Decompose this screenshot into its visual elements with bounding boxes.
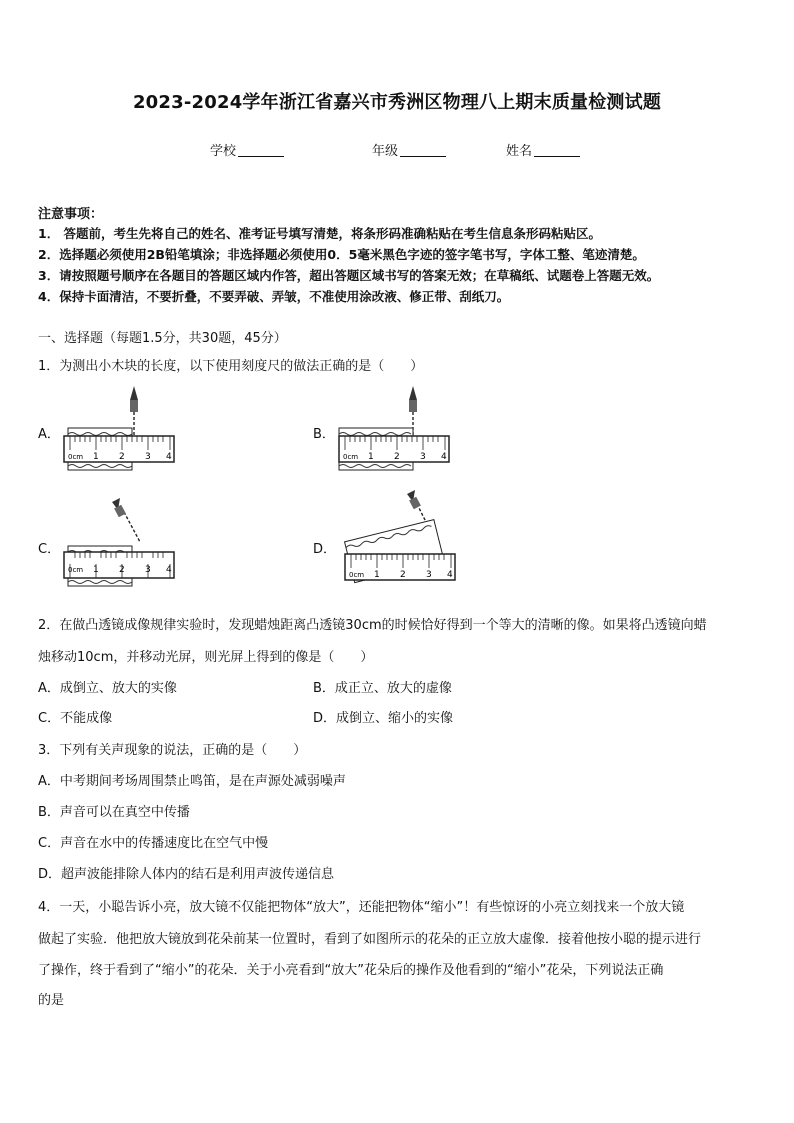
section-heading: 一、选择题（每题1.5分，共30题，45分） [38, 331, 287, 346]
question-2-option-b: B．成正立、放大的虚像 [313, 681, 452, 696]
question-2-option-c: C．不能成像 [38, 711, 113, 726]
ruler-unit: 0cm [343, 453, 359, 461]
question-4-line: 做起了实验．他把放大镜放到花朵前某一位置时，看到了如图所示的花朵的正立放大虚像．接着他按小聪的提示进行 [38, 932, 702, 947]
notes-heading: 注意事项： [38, 207, 104, 222]
figure-label-b: B． [313, 427, 335, 442]
question-3-option-a: A．中考期间考场周围禁止鸣笛，是在声源处减弱噪声 [38, 774, 346, 789]
exam-title: 2023-2024学年浙江省嘉兴市秀洲区物理八上期末质量检测试题 [132, 92, 662, 113]
tick-label: 4 [441, 452, 447, 462]
tick-label: 1 [93, 452, 99, 462]
tick-label: 4 [166, 565, 172, 575]
question-4-line: 了操作，终于看到了“缩小”的花朵．关于小亮看到“放大”花朵后的操作及他看到的“缩小”花朵，下列说法正确 [38, 963, 664, 978]
tick-label: 1 [93, 565, 99, 575]
tick-label: 3 [145, 452, 151, 462]
question-2-stem-line-1: 2．在做凸透镜成像规律实验时，发现蜡烛距离凸透镜30cm的时候恰好得到一个等大的清晰的像。如果将凸透镜向蜡 [38, 618, 707, 633]
question-2-stem-line-2: 烛移动10cm，并移动光屏，则光屏上得到的像是（ ） [38, 650, 374, 665]
figure-label-c: C． [38, 542, 61, 557]
note-item: 1． 答题前，考生先将自己的姓名、准考证号填写清楚，将条形码准确粘贴在考生信息条形码粘贴区。 [38, 226, 602, 241]
figure-label-d: D． [313, 542, 337, 557]
ruler-unit: 0cm [349, 571, 365, 579]
school-label: 学校 [210, 144, 237, 159]
ruler-unit: 0cm [68, 453, 84, 461]
question-3-stem: 3．下列有关声现象的说法，正确的是（ ） [38, 743, 307, 758]
tick-label: 2 [119, 565, 125, 575]
grade-field [372, 140, 446, 159]
figure-b-ruler [335, 382, 455, 478]
school-blank [238, 144, 284, 157]
tick-label: 2 [400, 570, 406, 580]
question-1-stem: 1．为测出小木块的长度，以下使用刻度尺的做法正确的是（ ） [38, 359, 424, 374]
question-4-line: 的是 [38, 993, 65, 1008]
grade-label: 年级 [372, 144, 399, 159]
name-field [506, 140, 580, 159]
note-item: 4．保持卡面清洁，不要折叠，不要弄破、弄皱，不准使用涂改液、修正带、刮纸刀。 [38, 289, 510, 304]
school-field [210, 140, 284, 159]
tick-label: 2 [119, 452, 125, 462]
question-2-option-d: D．成倒立、缩小的实像 [313, 711, 454, 726]
tick-label: 3 [145, 565, 151, 575]
tick-label: 1 [374, 570, 380, 580]
question-3-option-b: B．声音可以在真空中传播 [38, 805, 190, 820]
name-label: 姓名 [506, 144, 533, 159]
figure-c-ruler [60, 496, 180, 592]
question-2-option-a: A．成倒立、放大的实像 [38, 681, 177, 696]
note-item: 2．选择题必须使用2B铅笔填涂；非选择题必须使用0．5毫米黑色字迹的签字笔书写，字体工整、笔迹清楚。 [38, 247, 645, 262]
tick-label: 2 [394, 452, 400, 462]
tick-label: 4 [166, 452, 172, 462]
tick-label: 3 [420, 452, 426, 462]
tick-label: 3 [426, 570, 432, 580]
note-item: 3．请按照题号顺序在各题目的答题区域内作答，超出答题区域书写的答案无效；在草稿纸、试题卷上答题无效。 [38, 268, 660, 283]
tick-label: 1 [368, 452, 374, 462]
figure-d-ruler [335, 490, 460, 590]
question-3-option-d: D．超声波能排除人体内的结石是利用声波传递信息 [38, 867, 335, 882]
tick-label: 4 [447, 570, 453, 580]
question-3-option-c: C．声音在水中的传播速度比在空气中慢 [38, 836, 269, 851]
name-blank [534, 144, 580, 157]
ruler-unit: 0cm [68, 566, 84, 574]
grade-blank [400, 144, 446, 157]
figure-label-a: A． [38, 427, 60, 442]
question-4-line: 4．一天，小聪告诉小亮，放大镜不仅能把物体“放大”，还能把物体“缩小”！有些惊讶的小亮立刻找来一个放大镜 [38, 900, 685, 915]
figure-a-ruler [60, 382, 180, 478]
